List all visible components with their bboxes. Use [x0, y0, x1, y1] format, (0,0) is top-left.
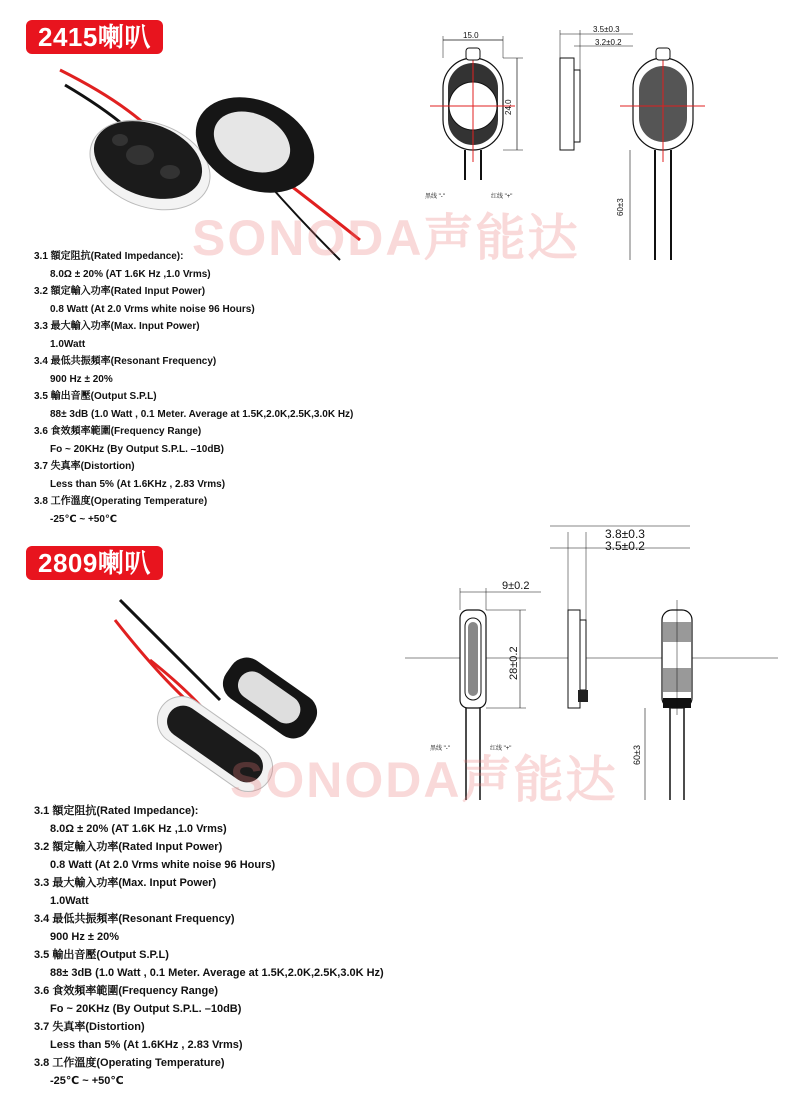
spec-title: 3.6 食效頻率範圍(Frequency Range): [34, 426, 202, 437]
spec-title: 3.2 額定輸入功率(Rated Input Power): [34, 286, 206, 297]
spec-value: 88± 3dB (1.0 Watt , 0.1 Meter. Average at 1.5K,2.0K,2.5K,3.0K Hz): [50, 408, 354, 420]
dim-lead-length: 60±3: [616, 198, 625, 216]
dim-depth-total: 3.5±0.3: [593, 25, 620, 34]
dim-height: 24.0: [504, 99, 513, 115]
spec-value: 88± 3dB (1.0 Watt , 0.1 Meter. Average at 1.5K,2.0K,2.5K,3.0K Hz): [50, 967, 384, 979]
spec-value: 0.8 Watt (At 2.0 Vrms white noise 96 Hours): [50, 859, 276, 871]
spec-item: [34, 1054, 384, 1090]
dim-lead-length: 60±3: [632, 745, 642, 765]
spec-item: [34, 910, 384, 946]
watermark-text: SONODA声能达: [230, 752, 618, 808]
spec-title: 3.5 輸出音壓(Output S.P.L): [34, 949, 169, 961]
spec-item: [34, 248, 353, 283]
spec-list: [34, 802, 384, 1090]
spec-title: 3.7 失真率(Distortion): [34, 1021, 145, 1033]
spec-value: 1.0Watt: [50, 895, 89, 907]
spec-value: Less than 5% (At 1.6KHz , 2.83 Vrms): [50, 478, 226, 490]
dim-height: 28±0.2: [508, 646, 520, 680]
spec-title: 3.4 最低共振頻率(Resonant Frequency): [34, 913, 235, 925]
spec-value: -25℃ ~ +50℃: [50, 513, 118, 525]
spec-item: [34, 946, 384, 982]
spec-value: -25℃ ~ +50℃: [50, 1075, 124, 1087]
spec-item: [34, 982, 384, 1018]
spec-item: [34, 802, 384, 838]
wire-red-label: 红线 "+": [491, 194, 513, 200]
product-title-badge: 2415喇叭: [26, 20, 163, 54]
spec-item: [34, 874, 384, 910]
wire-black-label: 黑线 "-": [430, 746, 450, 752]
product-section-2415: [0, 0, 800, 540]
spec-value: 900 Hz ± 20%: [50, 373, 113, 385]
spec-value: 8.0Ω ± 20% (AT 1.6K Hz ,1.0 Vrms): [50, 823, 227, 835]
spec-title: 3.5 輸出音壓(Output S.P.L): [34, 391, 157, 402]
spec-item: [34, 458, 353, 493]
spec-item: [34, 283, 353, 318]
spec-value: 900 Hz ± 20%: [50, 931, 120, 943]
product-section-2809: [0, 527, 800, 1112]
spec-title: 3.2 額定輸入功率(Rated Input Power): [34, 841, 223, 853]
spec-title: 3.8 工作溫度(Operating Temperature): [34, 496, 208, 507]
spec-title: 3.6 食效頻率範圍(Frequency Range): [34, 985, 218, 997]
spec-value: Less than 5% (At 1.6KHz , 2.83 Vrms): [50, 1039, 243, 1051]
spec-item: [34, 388, 353, 423]
wire-red-label: 红线 "+": [490, 746, 512, 752]
dim-depth-total: 3.8±0.3: [605, 527, 645, 541]
spec-title: 3.1 額定阻抗(Rated Impedance):: [34, 805, 199, 817]
spec-title: 3.3 最大輸入功率(Max. Input Power): [34, 321, 200, 332]
dim-depth-body: 3.2±0.2: [595, 38, 622, 47]
dim-depth-body: 3.5±0.2: [605, 539, 645, 553]
spec-title: 3.7 失真率(Distortion): [34, 461, 135, 472]
spec-title: 3.4 最低共振頻率(Resonant Frequency): [34, 356, 217, 367]
spec-value: 8.0Ω ± 20% (AT 1.6K Hz ,1.0 Vrms): [50, 268, 211, 280]
spec-list: [34, 248, 353, 528]
spec-item: [34, 493, 353, 528]
spec-title: 3.8 工作溫度(Operating Temperature): [34, 1057, 225, 1069]
spec-item: [34, 838, 384, 874]
spec-item: [34, 353, 353, 388]
spec-item: [34, 423, 353, 458]
dim-width: 9±0.2: [502, 580, 530, 592]
watermark-text: SONODA声能达: [192, 210, 580, 266]
dim-width: 15.0: [463, 31, 479, 40]
product-title-badge: 2809喇叭: [26, 546, 163, 580]
spec-value: 1.0Watt: [50, 338, 86, 350]
spec-value: Fo ~ 20KHz (By Output S.P.L. –10dB): [50, 443, 225, 455]
spec-value: 0.8 Watt (At 2.0 Vrms white noise 96 Hours): [50, 303, 255, 315]
spec-title: 3.1 額定阻抗(Rated Impedance):: [34, 251, 184, 262]
spec-value: Fo ~ 20KHz (By Output S.P.L. –10dB): [50, 1003, 242, 1015]
spec-title: 3.3 最大輸入功率(Max. Input Power): [34, 877, 217, 889]
spec-item: [34, 1018, 384, 1054]
wire-black-label: 黑线 "-": [425, 194, 445, 200]
spec-item: [34, 318, 353, 353]
